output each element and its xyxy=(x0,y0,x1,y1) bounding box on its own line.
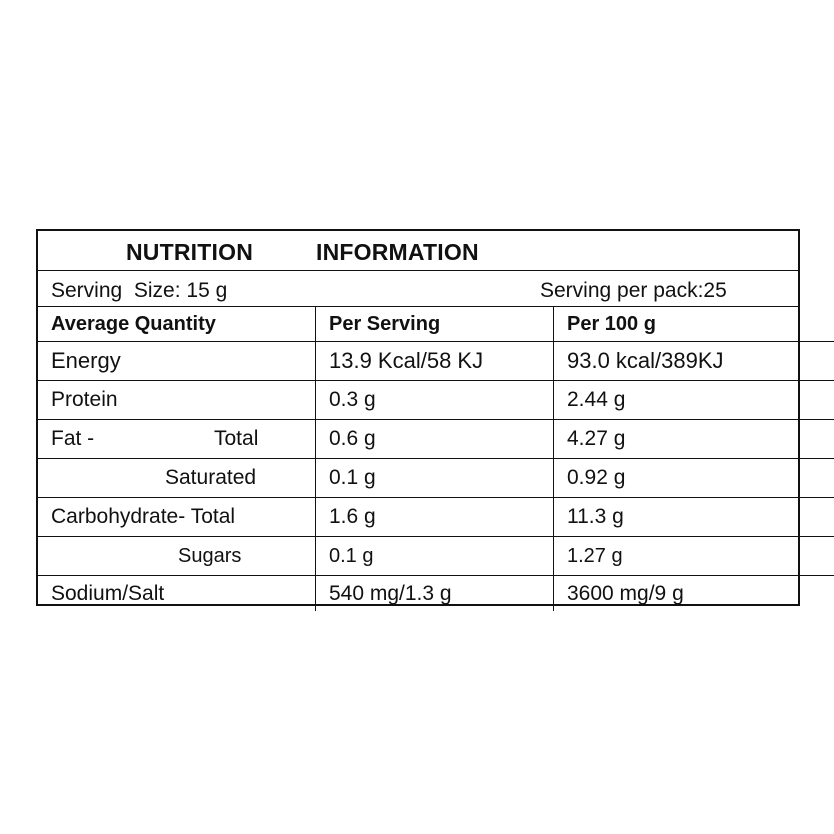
header-per-100g: Per 100 g xyxy=(554,307,834,342)
title-nutrition: NUTRITION xyxy=(126,239,254,265)
protein-per-serving: 0.3 g xyxy=(316,381,554,420)
saturated-per-100g: 0.92 g xyxy=(554,459,834,498)
nutrition-information-panel xyxy=(36,229,800,606)
sodium-per-100g: 3600 mg/9 g xyxy=(554,576,834,612)
fat-total-label-cell xyxy=(38,420,316,459)
protein-label: Protein xyxy=(38,381,316,420)
table-row-sugars xyxy=(38,537,834,576)
carbohydrate-per-serving: 1.6 g xyxy=(316,498,554,537)
table-header-row xyxy=(38,307,834,342)
header-per-serving: Per Serving xyxy=(316,307,554,342)
serving-row xyxy=(38,271,798,307)
sodium-per-serving: 540 mg/1.3 g xyxy=(316,576,554,612)
title-information: INFORMATION xyxy=(316,239,479,265)
table-row-protein xyxy=(38,381,834,420)
sugars-per-100g: 1.27 g xyxy=(554,537,834,576)
protein-per-100g: 2.44 g xyxy=(554,381,834,420)
servings-per-pack: Serving per pack:25 xyxy=(540,279,727,302)
carbohydrate-label: Carbohydrate- Total xyxy=(38,498,316,537)
saturated-label: Saturated xyxy=(38,459,316,498)
sugars-per-serving: 0.1 g xyxy=(316,537,554,576)
table-row-carbohydrate-total xyxy=(38,498,834,537)
serving-size: Serving Size: 15 g xyxy=(51,279,228,302)
fat-total-per-serving: 0.6 g xyxy=(316,420,554,459)
energy-per-100g: 93.0 kcal/389KJ xyxy=(554,342,834,381)
table-row-sodium-salt xyxy=(38,576,834,612)
fat-total-per-100g: 4.27 g xyxy=(554,420,834,459)
energy-label: Energy xyxy=(38,342,316,381)
table-row-saturated xyxy=(38,459,834,498)
energy-per-serving: 13.9 Kcal/58 KJ xyxy=(316,342,554,381)
fat-label: Fat - xyxy=(51,427,95,450)
saturated-per-serving: 0.1 g xyxy=(316,459,554,498)
fat-total-sublabel: Total xyxy=(214,427,259,450)
table-row-energy xyxy=(38,342,834,381)
sugars-label: Sugars xyxy=(38,537,316,576)
header-average-quantity: Average Quantity xyxy=(38,307,316,342)
table-row-fat-total xyxy=(38,420,834,459)
sodium-label: Sodium/Salt xyxy=(38,576,316,612)
title-row xyxy=(38,231,798,271)
carbohydrate-per-100g: 11.3 g xyxy=(554,498,834,537)
nutrition-table xyxy=(38,307,834,611)
